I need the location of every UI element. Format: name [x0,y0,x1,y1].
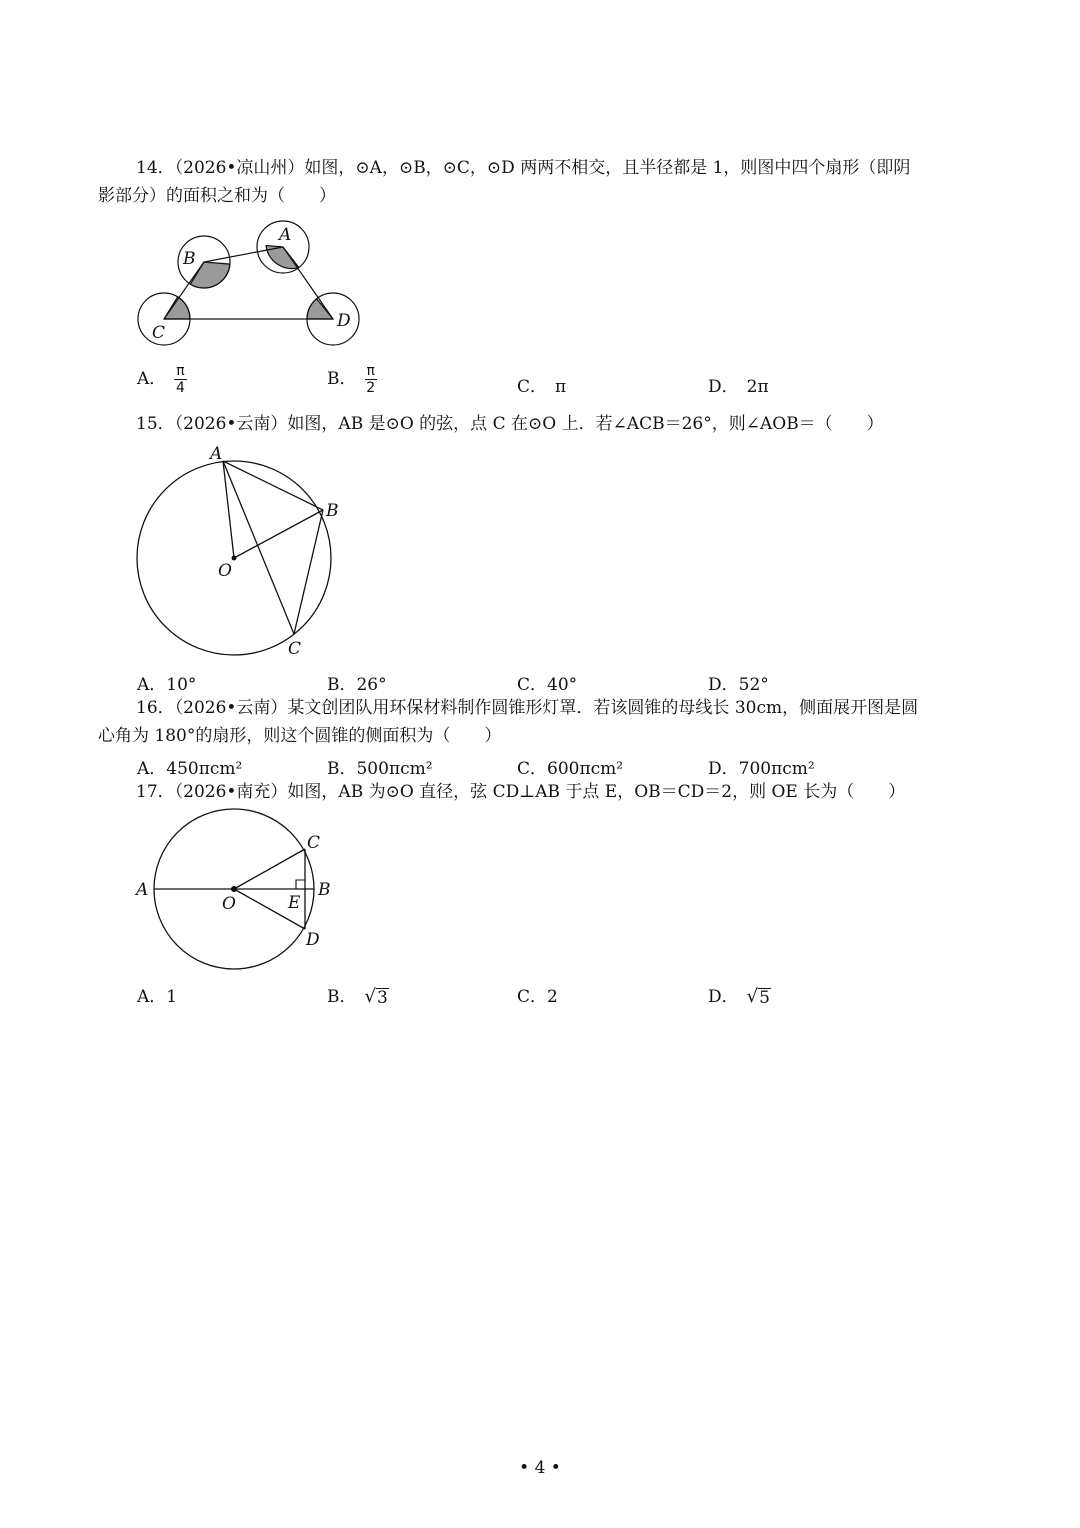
square-root: √ 3 [364,986,388,1008]
fraction: $\frac{\pi}{2}$ [366,363,376,396]
q14-option-b[interactable]: B． $\frac{\pi}{2}$ [327,363,376,396]
question-17-options [137,982,957,1022]
question-16-text-line2: 心角为 180°的扇形，则这个圆锥的侧面积为（ ） [98,726,502,746]
q14-option-c[interactable]: C． π [517,377,567,397]
label-b: B [326,501,339,521]
point-o [232,556,237,561]
q14-option-a[interactable]: A． $\frac{\pi}{4}$ [137,363,185,396]
label-d: D [337,311,351,331]
label-d: D [306,930,320,950]
question-17 [98,778,988,806]
square-root: √ 5 [746,986,770,1008]
question-16 [98,694,988,750]
question-16-text-line1: 16．（2026•云南）某文创团队用环保材料制作圆锥形灯罩．若该圆锥的母线长 30cm，侧面展开图是圆 [136,698,919,718]
label-o: O [218,561,232,581]
label-c: C [307,833,321,853]
q15-option-b[interactable]: B．26° [327,675,387,695]
segment-ac [223,461,294,634]
label-a: A [210,444,223,464]
q16-option-a[interactable]: A．450πcm² [137,759,243,779]
q17-option-a[interactable]: A．1 [137,987,178,1007]
label-a: A [279,225,292,245]
question-14-figure [130,212,370,362]
fraction: $\frac{\pi}{4}$ [176,363,185,396]
page-number: • 4 • [519,1458,561,1478]
q17-option-c[interactable]: C．2 [517,987,558,1007]
segment-oc [234,849,305,889]
label-b: B [318,880,331,900]
q15-option-a[interactable]: A．10° [137,675,197,695]
point-o [231,886,237,892]
segment-bc [294,510,323,634]
q16-option-b[interactable]: B．500πcm² [327,759,433,779]
question-17-text: 17．（2026•南充）如图，AB 为⊙O 直径，弦 CD⊥AB 于点 E，OB＝CD＝2，则 OE 长为（ ） [136,782,906,802]
question-14-text-line1: 14．（2026•凉山州）如图，⊙A，⊙B，⊙C，⊙D 两两不相交，且半径都是 1，则图中四个扇形（即阴 [136,158,911,178]
sector-b [190,262,230,288]
q15-option-c[interactable]: C．40° [517,675,578,695]
sector-d [307,299,333,319]
label-c: C [288,639,302,659]
q17-option-d[interactable]: D． √ 5 [708,986,770,1008]
question-15-text: 15．（2026•云南）如图，AB 是⊙O 的弦，点 C 在⊙O 上．若∠ACB＝26°，则∠AOB＝（ ） [136,414,884,434]
q17-option-b[interactable]: B． √ 3 [327,986,388,1008]
q14-option-d[interactable]: D． 2π [708,377,769,397]
label-b: B [183,249,196,269]
side-ad [283,247,333,319]
segment-ob [234,510,323,558]
chord-ab [223,461,323,510]
question-15 [98,410,988,438]
label-e: E [288,893,301,913]
right-angle-mark [296,880,305,889]
question-17-figure [130,806,345,976]
label-a: A [136,880,149,900]
q15-option-d[interactable]: D．52° [708,675,769,695]
q16-option-c[interactable]: C．600πcm² [517,759,624,779]
label-c: C [152,323,166,343]
label-o: O [222,894,236,914]
question-14-options [137,363,957,403]
q16-option-d[interactable]: D．700πcm² [708,759,815,779]
question-15-figure [130,444,345,660]
question-14-text-line2: 影部分）的面积之和为（ ） [98,186,336,206]
question-14 [98,154,988,210]
